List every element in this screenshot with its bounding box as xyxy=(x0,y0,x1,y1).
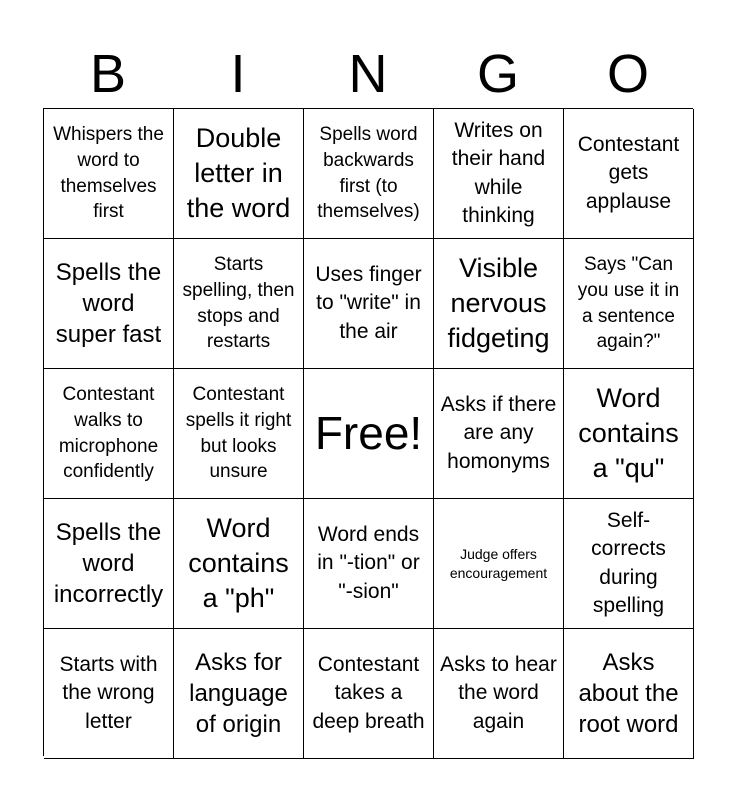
bingo-cell[interactable] xyxy=(564,239,694,369)
header-letter-n: N xyxy=(348,44,388,104)
cell-text: Starts with the wrong letter xyxy=(59,652,158,733)
bingo-cell[interactable] xyxy=(434,629,564,759)
bingo-cell[interactable] xyxy=(304,239,434,369)
bingo-cell[interactable] xyxy=(174,499,304,629)
cell-text: Contestant takes a deep breath xyxy=(312,652,425,733)
cell-text: Asks to hear the word again xyxy=(440,652,557,733)
bingo-cell[interactable] xyxy=(44,629,174,759)
bingo-board xyxy=(43,108,693,756)
cell-text: Word ends in "-tion" or "-sion" xyxy=(317,522,420,603)
cell-text: Word contains a "qu" xyxy=(578,382,679,484)
free-space-cell[interactable] xyxy=(304,369,434,499)
bingo-cell[interactable] xyxy=(174,369,304,499)
cell-text: Double letter in the word xyxy=(186,122,291,224)
cell-text: Visible nervous fidgeting xyxy=(447,252,550,354)
bingo-cell[interactable] xyxy=(44,109,174,239)
bingo-cell[interactable] xyxy=(434,239,564,369)
bingo-cell[interactable] xyxy=(304,499,434,629)
cell-text: Contestant walks to microphone confidently xyxy=(58,384,159,483)
cell-text: Says "Can you use it in a sentence again?" xyxy=(577,254,680,353)
cell-text: Uses finger to "write" in the air xyxy=(315,262,422,343)
header-letter-b: B xyxy=(89,44,127,104)
cell-text: Spells the word incorrectly xyxy=(53,518,164,609)
cell-text: Contestant spells it right but looks unsure xyxy=(185,384,292,483)
cell-text: Spells the word super fast xyxy=(55,258,162,349)
bingo-cell[interactable] xyxy=(44,499,174,629)
cell-text: Spells word backwards first (to themselves) xyxy=(317,124,420,223)
bingo-header xyxy=(43,40,693,108)
bingo-cell[interactable] xyxy=(434,369,564,499)
cell-text: Asks for language of origin xyxy=(189,648,288,739)
bingo-cell[interactable] xyxy=(174,239,304,369)
bingo-cell[interactable] xyxy=(44,239,174,369)
cell-text: Writes on their hand while thinking xyxy=(451,118,546,227)
cell-text: Contestant gets applause xyxy=(577,132,680,213)
header-letter-g: G xyxy=(476,44,519,104)
bingo-cell[interactable] xyxy=(564,369,694,499)
bingo-cell[interactable] xyxy=(304,109,434,239)
bingo-cell[interactable] xyxy=(304,629,434,759)
bingo-cell[interactable] xyxy=(44,369,174,499)
bingo-cell[interactable] xyxy=(174,629,304,759)
cell-text: Whispers the word to themselves first xyxy=(53,124,164,223)
header-letter-i: I xyxy=(230,44,246,104)
cell-text: Starts spelling, then stops and restarts xyxy=(182,254,295,353)
bingo-cell[interactable] xyxy=(564,499,694,629)
bingo-cell[interactable] xyxy=(434,499,564,629)
bingo-cell[interactable] xyxy=(564,629,694,759)
cell-text: Self-corrects during spelling xyxy=(591,508,666,617)
bingo-cell[interactable] xyxy=(174,109,304,239)
cell-text: Judge offers encouragement xyxy=(449,546,548,581)
cell-text: Asks if there are any homonyms xyxy=(440,392,557,473)
cell-text: Word contains a "ph" xyxy=(188,512,289,614)
header-letter-o: O xyxy=(606,44,649,104)
free-space-label: Free! xyxy=(314,407,423,460)
bingo-cell[interactable] xyxy=(434,109,564,239)
bingo-cell[interactable] xyxy=(564,109,694,239)
cell-text: Asks about the root word xyxy=(578,648,679,739)
